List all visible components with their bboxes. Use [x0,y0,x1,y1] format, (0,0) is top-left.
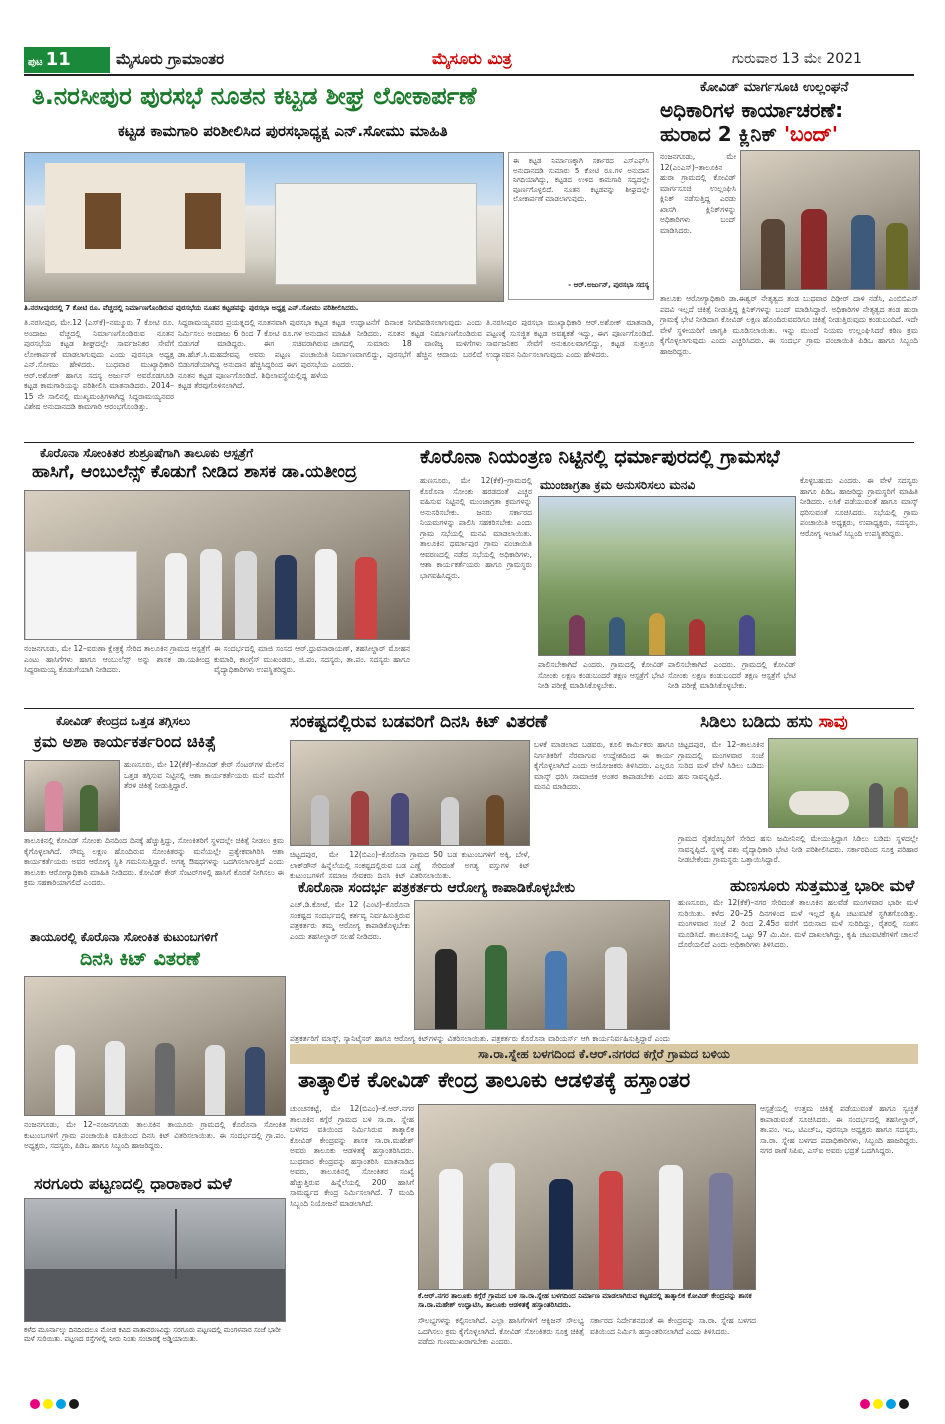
story5-headline: ಕ್ರಮ ಅಶಾ ಕಾರ್ಯಕರ್ತರಿಂದ ಚಿಕಿತ್ಸೆ [34,732,216,751]
story2-headline-line1: ಅಧಿಕಾರಿಗಳ ಕಾರ್ಯಾಚರಣೆ: [660,98,844,122]
issue-date: ಗುರುವಾರ 13 ಮೇ 2021 [732,51,862,67]
registration-dot [886,1399,896,1409]
story9-headline: ದಿನಸಿ ಕಿಟ್ ವಿತರಣೆ [80,948,200,970]
story3-headline: ಹಾಸಿಗೆ, ಆಂಬುಲೆನ್ಸ್ ಕೊಡುಗೆ ನೀಡಿದ ಶಾಸಕ ಡಾ.ಯತೀಂದ್ರ [32,462,357,482]
story2-headline-text: ಹುರಾದ 2 ಕ್ಲಿನಿಕ್ [660,122,777,146]
story5-photo [24,760,120,832]
story1-caption: ತಿ.ನರಸೀಪುರದಲ್ಲಿ 7 ಕೋಟಿ ರೂ. ವೆಚ್ಚದಲ್ಲಿ ನಿರ್ಮಾಣಗೊಂಡಿರುವ ಪುರಸಭೆಯ ನೂತನ ಕಟ್ಟಡವನ್ನು ಪುರಸಭಾ ಅಧ್ಯಕ್ಷ ಎನ್.ಸೋಮು ಪರಿಶೀಲಿಸಿದರು. [24,304,359,312]
story1-body-col2: ಸಿದ್ದರಾಮಯ್ಯನವರ ಪ್ರಯತ್ನದಲ್ಲಿ ನೂತನವಾಗಿ ಪುರಸಭಾ ಕಟ್ಟಡ ನಿರ್ಮಿಸಲು ಅಂದಾಜು 6 ರಿಂದ 7 ಕೋಟಿ ರೂ.ಗಳ ಅನುದಾನ ಬಿಡುಗಡೆ ಮಾಡಿದ್ದರು. ಈಗ ಸಚಿವರಾಗಿರುವ ಡಾ.ಹೆಚ್.ಸಿ.ಮಹದೇವಪ್ಪ ಅವರು ಪಟ್ಟಣ ಪಂಚಾಯಿತಿ ಬಿಡುಗಡೆಯಾಗಿದ್ದ ಅನುದಾನ ಹೆಚ್ಚಿಸಿದ್ದರಿಂದ ಈಗ ಪುರಸಭೆಯ ನೂತನ ಕಟ್ಟಡ ಪೂರ್ಣಗೊಂಡಿದೆ. ಶಿಥಿಲಾವಸ್ಥೆಯಲ್ಲಿದ್ದ ಹಳೆಯ ಕಟ್ಟಡ ತೆರವುಗೊಳಿಸಲಾಗಿದೆ. [178,318,328,390]
story9-kicker: ತಾಯೂರಲ್ಲಿ ಕೊರೊನಾ ಸೋಂಕಿತ ಕುಟುಂಬಗಳಿಗೆ [30,930,218,944]
story11-photo [418,1104,756,1290]
rule-1 [24,442,914,443]
story4-body-col4: ಪಾಲಿಸಬೇಕಾಗಿದೆ ಎಂದರು. ಗ್ರಾಮದಲ್ಲಿ ಕೋವಿಡ್ ಸೋಂಕು ಲಕ್ಷಣ ಕಂಡುಬಂದರೆ ತಕ್ಷಣ ಆಸ್ಪತ್ರೆಗೆ ಭೇಟಿ ನೀಡಿ ಪರೀಕ್ಷೆ ಮಾಡಿಸಿಕೊಳ್ಳಬೇಕು. [668,660,796,690]
story3-kicker: ಕೊರೊನಾ ಸೋಂಕಿತರ ಶುಶ್ರೂಷೆಗಾಗಿ ತಾಲೂಕು ಆಸ್ಪತ್ರೆಗೆ [40,446,254,460]
story8-photo [414,900,670,1030]
story6-photo [290,740,530,846]
story12-photo [24,1198,286,1322]
story1-body-col4: ತಿ.ನರಸೀಪುರ ಪುರಸಭಾ ಮುಖ್ಯಾಧಿಕಾರಿ ಆರ್.ಅಶೋಕ್ ಮಾತನಾಡಿ, ಪಟ್ಟಣಕ್ಕೆ ಸುಸಜ್ಜಿತ ಕಟ್ಟಡ ಅವಶ್ಯಕತೆ ಇದ್ದು, ಈಗ ಪೂರ್ಣಗೊಂಡಿದೆ. ಸಾರ್ವಜನಿಕರ ಸೇವೆಗೆ ಅನುಕೂಲವಾಗಲಿದ್ದು, ಕಟ್ಟಡ ಸುತ್ತಲೂ ಉದ್ಯಾನವನ ನಿರ್ಮಿಸಲಾಗುವುದು ಎಂದು ಹೇಳಿದರು. [486,318,654,359]
registration-dot [873,1399,883,1409]
story12-headline: ಸರಗೂರು ಪಟ್ಟಣದಲ್ಲಿ ಧಾರಾಕಾರ ಮಳೆ [34,1174,232,1193]
story2-photo [740,150,920,290]
story8-body-col1: ಎಚ್.ಡಿ.ಕೋಟೆ, ಮೇ 12 (ಎಂಟಿ)–ಕೊರೊನಾ ಸಂಕಷ್ಟದ ಸಂದರ್ಭದಲ್ಲಿ ಕರ್ತವ್ಯ ನಿರ್ವಹಿಸುತ್ತಿರುವ ಪತ್ರಕರ್ತರು ತಮ್ಮ ಆರೋಗ್ಯ ಕಾಪಾಡಿಕೊಳ್ಳಬೇಕು ಎಂದು ತಹಸೀಲ್ದಾರ್ ಸಲಹೆ ನೀಡಿದರು. [290,900,410,941]
story6-body-col3: ಬಳಕೆ ಮಾಡಲಾದ ಬಡವರು, ಕೂಲಿ ಕಾರ್ಮಿಕರು ಹಾಗೂ ನಿರ್ಗತಿಕರಿಗೆ ನೆರವಾಗುವ ಉದ್ದೇಶದಿಂದ ಈ ಕಾರ್ಯ ಕೈಗೊಳ್ಳಲಾಗಿದೆ ಎಂದು ಆಯೋಜಕರು ತಿಳಿಸಿದರು. ಎಲ್ಲರೂ ಮಾಸ್ಕ್ ಧರಿಸಿ ಸಾಮಾಜಿಕ ಅಂತರ ಕಾಪಾಡಬೇಕು ಎಂದು ಮನವಿ ಮಾಡಿದರು. [534,740,674,791]
story7-body-col2: ಗ್ರಾಮದ ರೈತರೊಬ್ಬರಿಗೆ ಸೇರಿದ ಹಸು ಜಮೀನಿನಲ್ಲಿ ಮೇಯುತ್ತಿದ್ದಾಗ ಸಿಡಿಲು ಬಡಿದು ಸ್ಥಳದಲ್ಲೇ ಸಾವನ್ನಪ್ಪಿದೆ. ಸ್ಥಳಕ್ಕೆ ಪಶು ವೈದ್ಯಾಧಿಕಾರಿ ಭೇಟಿ ನೀಡಿ ಪರಿಶೀಲಿಸಿದರು. ಸರ್ಕಾರದಿಂದ ಸೂಕ್ತ ಪರಿಹಾರ ನೀಡಬೇಕೆಂದು ಗ್ರಾಮಸ್ಥರು ಒತ್ತಾಯಿಸಿದ್ದಾರೆ. [678,834,918,864]
story1-body-col1: ತಿ.ನರಸೀಪುರ, ಮೇ.12 (ಎಸ್‌ಕೆ)–ನಮ್ಮೂರು 7 ಕೋಟಿ ರೂ. ಅಂದಾಜು ವೆಚ್ಚದಲ್ಲಿ ನಿರ್ಮಾಣಗೊಂಡಿರುವ ನೂತನ ಪುರಸಭೆಯ ಕಟ್ಟಡ ಶೀಘ್ರದಲ್ಲೇ ಸಾರ್ವಜನಿಕರ ಸೇವೆಗೆ ಲೋಕಾರ್ಪಣೆ ಮಾಡಲಾಗುವುದು ಎಂದು ಪುರಸಭಾ ಅಧ್ಯಕ್ಷ ಎನ್.ಸೋಮು ಹೇಳಿದರು. ಬುಧವಾರ ಮುಖ್ಯಾಧಿಕಾರಿ ಆರ್.ಅಶೋಕ್ ಹಾಗೂ ಸದಸ್ಯ ಅರ್ಜುನ್ ಅವರೊಡಗೂಡಿ ಕಟ್ಟಡ ಕಾಮಗಾರಿಯನ್ನು ಪರಿಶೀಲಿಸಿ ಮಾತನಾಡಿದರು. 2014–15 ನೇ ಸಾಲಿನಲ್ಲಿ ಮುಖ್ಯಮಂತ್ರಿಗಳಾಗಿದ್ದ ಸಿದ್ದರಾಮಯ್ಯನವರ ವಿಶೇಷ ಅನುದಾನದಡಿ ಕಾಮಗಾರಿ ಆರಂಭಗೊಂಡಿತ್ತು. [24,318,174,411]
story9-body: ನಂಜನಗೂಡು, ಮೇ 12–ನಂಜನಗೂಡು ತಾಲೂಕಿನ ತಾಯೂರು ಗ್ರಾಮದಲ್ಲಿ ಕೊರೊನಾ ಸೋಂಕಿತ ಕುಟುಂಬಗಳಿಗೆ ಗ್ರಾಮ ಪಂಚಾಯಿತಿ ವತಿಯಿಂದ ದಿನಸಿ ಕಿಟ್ ವಿತರಿಸಲಾಯಿತು. ಈ ಸಂದರ್ಭದಲ್ಲಿ ಗ್ರಾ.ಪಂ. ಅಧ್ಯಕ್ಷರು, ಸದಸ್ಯರು, ಪಿಡಿಒ ಹಾಗೂ ಸಿಬ್ಬಂದಿ ಹಾಜರಿದ್ದರು. [24,1120,286,1150]
story1-body-col3: ಕಟ್ಟಡ ಉದ್ಘಾಟನೆಗೆ ದಿನಾಂಕ ನಿಗದಿಪಡಿಸಲಾಗುವುದು ಎಂದು ಮಾಹಿತಿ ನೀಡಿದರು. ನೂತನ ಕಟ್ಟಡ ನಿರ್ಮಾಣಗೊಂಡಿರುವ ಜಾಗದಲ್ಲಿ ಸುಮಾರು 18 ವಾಣಿಜ್ಯ ಮಳಿಗೆಗಳು ನಿರ್ಮಾಣವಾಗಲಿದ್ದು, ಪುರಸಭೆಗೆ ಹೆಚ್ಚಿನ ಆದಾಯ ಬರಲಿದೆ ಎಂದರು. [332,318,482,369]
rule-2 [24,708,914,709]
registration-dot [899,1399,909,1409]
story8-body-col2: ಪತ್ರಕರ್ತರಿಗೆ ಮಾಸ್ಕ್, ಸ್ಯಾನಿಟೈಸರ್ ಹಾಗೂ ಆರೋಗ್ಯ ಕಿಟ್‌ಗಳನ್ನು ವಿತರಿಸಲಾಯಿತು. ಪತ್ರಕರ್ತರು ಕೊರೊನಾ ವಾರಿಯರ್ಸ್ ಆಗಿ ಕಾರ್ಯನಿರ್ವಹಿಸುತ್ತಿದ್ದಾರೆ ಎಂದು [290,1034,670,1043]
story2-headline-quote: 'ಬಂದ್' [783,122,838,146]
story1-quote: ಈ ಕಟ್ಟಡ ನಿರ್ಮಾಣಕ್ಕಾಗಿ ಸರ್ಕಾರದ ಎಸ್‌ಎಫ್‌ಸಿ ಅನುದಾನದಡಿ ಸುಮಾರು 5 ಕೋಟಿ ರೂ.ಗಳ ಅನುದಾನ ನಿಗದಿಯಾಗಿದ್ದು, ಕಟ್ಟಡದ ಉಳಿದ ಕಾಮಗಾರಿ ಸದ್ಯದಲ್ಲೇ ಪೂರ್ಣಗೊಳ್ಳಲಿದೆ. ನೂತನ ಕಟ್ಟಡವನ್ನು ಶೀಘ್ರದಲ್ಲೇ ಲೋಕಾರ್ಪಣೆ ಮಾಡಲಾಗುವುದು. [513,157,649,204]
story11-body-col4: ಆಸ್ಪತ್ರೆಯಲ್ಲಿ ಉತ್ತಮ ಚಿಕಿತ್ಸೆ ಪಡೆಯುವಂತೆ ಹಾಗೂ ಸ್ವಚ್ಛತೆ ಕಾಪಾಡುವಂತೆ ಸೂಚಿಸಿದರು. ಈ ಸಂದರ್ಭದಲ್ಲಿ ತಹಸೀಲ್ದಾರ್, ತಾ.ಪಂ. ಇಒ, ಟಿಎಚ್‌ಒ, ಪುರಸಭಾ ಅಧ್ಯಕ್ಷರು ಹಾಗೂ ಸದಸ್ಯರು, ಸಾ.ರಾ. ಸ್ನೇಹ ಬಳಗದ ಪದಾಧಿಕಾರಿಗಳು, ಸಿಬ್ಬಂದಿ ಹಾಜರಿದ್ದರು. ನಗರ ಠಾಣೆ ಸಿಪಿಐ, ಎಸ್‌ಐ ಅವರು ಭದ್ರತೆ ಒದಗಿಸಿದ್ದರು. [760,1104,918,1155]
story4-body-col3: ಪಾಲಿಸಬೇಕಾಗಿದೆ ಎಂದರು. ಗ್ರಾಮದಲ್ಲಿ ಕೋವಿಡ್ ಸೋಂಕು ಲಕ್ಷಣ ಕಂಡುಬಂದರೆ ತಕ್ಷಣ ಆಸ್ಪತ್ರೆಗೆ ಭೇಟಿ ನೀಡಿ ಪರೀಕ್ಷೆ ಮಾಡಿಸಿಕೊಳ್ಳಬೇಕು. [538,660,664,690]
story7-headline-red: ಸಾವು [818,712,848,732]
page-number: 11 [45,49,71,70]
story1-headline: ತಿ.ನರಸೀಪುರ ಪುರಸಭೆ ನೂತನ ಕಟ್ಟಡ ಶೀಘ್ರ ಲೋಕಾರ್ಪಣೆ [32,82,477,110]
registration-dot [43,1399,53,1409]
story2-body-col2: ತಾಲೂಕು ಆರೋಗ್ಯಾಧಿಕಾರಿ ಡಾ.ಈಶ್ವರ್ ನೇತೃತ್ವದ ತಂಡ ಬುಧವಾರ ದಿಢೀರ್ ದಾಳಿ ನಡೆಸಿ, ಎಂಬಿಬಿಎಸ್ ಪದವಿ ಇಲ್ಲದೆ ಚಿಕಿತ್ಸೆ ನೀಡುತ್ತಿದ್ದ ಕ್ಲಿನಿಕ್‌ಗಳನ್ನು ಬಂದ್ ಮಾಡಿಸಿದ್ದಾರೆ. ಅಧಿಕಾರಿಗಳ ನೇತೃತ್ವದ ತಂಡ ಹುರಾ ಗ್ರಾಮಕ್ಕೆ ಭೇಟಿ ನೀಡಿದಾಗ ಕೋವಿಡ್ ಲಕ್ಷಣ ಹೊಂದಿರುವವರಿಗೂ ಚಿಕಿತ್ಸೆ ನೀಡುತ್ತಿರುವುದು ಕಂಡುಬಂದಿದೆ. ಇದೇ ವೇಳೆ ಸ್ಥಳೀಯರಿಗೆ ಜಾಗೃತಿ ಮೂಡಿಸಲಾಯಿತು. ಇನ್ನು ಮುಂದೆ ನಿಯಮ ಉಲ್ಲಂಘಿಸಿದರೆ ಕಠಿಣ ಕ್ರಮ ಕೈಗೊಳ್ಳಲಾಗುವುದು ಎಂದು ಎಚ್ಚರಿಸಿದರು. ಈ ಸಂದರ್ಭ ಗ್ರಾಮ ಪಂಚಾಯಿತಿ ಪಿಡಿಒ ಹಾಗೂ ಸಿಬ್ಬಂದಿ ಹಾಜರಿದ್ದರು. [660,294,918,356]
story5-body-col2: ತಾಲೂಕಿನಲ್ಲಿ ಕೋವಿಡ್ ಸೋಂಕು ದಿನದಿಂದ ದಿನಕ್ಕೆ ಹೆಚ್ಚುತ್ತಿದ್ದು, ಸೋಂಕಿತರಿಗೆ ಸ್ಥಳದಲ್ಲೇ ಚಿಕಿತ್ಸೆ ನೀಡಲು ಕ್ರಮ ಕೈಗೊಳ್ಳಲಾಗಿದೆ. ಸೌಮ್ಯ ಲಕ್ಷಣ ಹೊಂದಿರುವ ಸೋಂಕಿತರನ್ನು ಮನೆಯಲ್ಲೇ ಪ್ರತ್ಯೇಕವಾಗಿರಿಸಿ ಆಶಾ ಕಾರ್ಯಕರ್ತೆಯರು ಅವರ ಆರೋಗ್ಯ ಸ್ಥಿತಿ ಗಮನಿಸುತ್ತಿದ್ದಾರೆ. ಅಗತ್ಯ ಔಷಧಗಳನ್ನು ಒದಗಿಸಲಾಗುತ್ತಿದೆ ಎಂದು ತಾಲೂಕು ಆರೋಗ್ಯಾಧಿಕಾರಿ ಮಾಹಿತಿ ನೀಡಿದರು. ಕೋವಿಡ್ ಕೇರ್ ಸೆಂಟರ್‌ಗಳಲ್ಲಿ ಹಾಸಿಗೆ ಕೊರತೆ ನೀಗಿಸಲು ಈ ಕ್ರಮ ಸಹಕಾರಿಯಾಗಲಿದೆ ಎಂದರು. [24,836,284,887]
story3-photo [24,490,410,640]
story6-body-col1: ಚಿಟ್ಟದಪುರ, ಮೇ 12(ಬಿಎಂ)–ಕೊರೊನಾ ಲಾಕ್‌ಡೌನ್ ಹಿನ್ನೆಲೆಯಲ್ಲಿ ಸಂಕಷ್ಟದಲ್ಲಿರುವ ಬಡ ಕುಟುಂಬಗಳಿಗೆ ಸಮಾಜ ಸೇವಕರು ದಿನಸಿ ಕಿಟ್ [290,850,406,880]
story4-photo [538,496,796,656]
masthead: ಮೈಸೂರು ಮಿತ್ರ [432,49,512,68]
story9-photo [24,976,286,1116]
story4-headline: ಕೊರೊನಾ ನಿಯಂತ್ರಣ ನಿಟ್ಟಿನಲ್ಲಿ ಧರ್ಮಾಪುರದಲ್ಲಿ ಗ್ರಾಮಸಭೆ [420,446,780,468]
story1-quote-credit: - ಆರ್.ಅರ್ಜುನ್, ಪುರಸಭಾ ಸದಸ್ಯ [568,281,649,289]
story1-quote-box [508,152,654,300]
story8-headline: ಕೊರೊನಾ ಸಂದರ್ಭ ಪತ್ರಕರ್ತರು ಆರೋಗ್ಯ ಕಾಪಾಡಿಕೊಳ್ಳಬೇಕು [298,880,576,896]
registration-dot [69,1399,79,1409]
story7-headline [700,712,848,732]
story6-headline: ಸಂಕಷ್ಟದಲ್ಲಿರುವ ಬಡವರಿಗೆ ದಿನಸಿ ಕಿಟ್ ವಿತರಣೆ [290,712,548,732]
section-title: ಮೈಸೂರು ಗ್ರಾಮಾಂತರ [116,50,225,68]
story10-headline: ಹುಣಸೂರು ಸುತ್ತಮುತ್ತ ಭಾರೀ ಮಳೆ [730,876,915,895]
story7-photo [768,738,918,828]
story11-body-col2: ಸೌಲಭ್ಯಗಳನ್ನು ಕಲ್ಪಿಸಲಾಗಿದೆ. ಎಲ್ಲಾ ಹಾಸಿಗೆಗಳಿಗೆ ಆಕ್ಸಿಜನ್ ಸೌಲಭ್ಯ ಒದಗಿಸಲು ಕ್ರಮ ಕೈಗೊಳ್ಳಲಾಗಿದೆ. ಕೋವಿಡ್ ಸೋಂಕಿತರು ಸೂಕ್ತ ಚಿಕಿತ್ಸೆ ಪಡೆದು ಗುಣಮುಖರಾಗಬೇಕು ಎಂದರು. [418,1316,584,1346]
story11-band: ಸಾ.ರಾ.ಸ್ನೇಹ ಬಳಗದಿಂದ ಕೆ.ಆರ್.ನಗರದ ಕಗ್ಗೆರೆ ಗ್ರಾಮದ ಬಳಿಯ [290,1044,918,1064]
story11-headline: ತಾತ್ಕಾಲಿಕ ಕೋವಿಡ್ ಕೇಂದ್ರ ತಾಲೂಕು ಆಡಳಿತಕ್ಕೆ ಹಸ್ತಾಂತರ [298,1068,691,1092]
story3-body-col1: ನಂಜನಗೂಡು, ಮೇ 12–ವರುಣಾ ಕ್ಷೇತ್ರಕ್ಕೆ ಸೇರಿದ ತಾಲೂಕಿನ ಗ್ರಾಮದ ಆಸ್ಪತ್ರೆಗೆ ಎಂಟು ಹಾಸಿಗೆಗಳು ಹಾಗೂ ಆಂಬುಲೆನ್ಸ್ ಅನ್ನು ಶಾಸಕ ಡಾ.ಯತೀಂದ್ರ ಸಿದ್ದರಾಮಯ್ಯ ಕೊಡುಗೆಯಾಗಿ ನೀಡಿದರು. [24,644,210,674]
story2-kicker: ಕೋವಿಡ್ ಮಾರ್ಗಸೂಚಿ ಉಲ್ಲಂಘನೆ [700,80,849,95]
story2-body-col1: ನಂಜನಗೂಡು, ಮೇ 12(ಎಂಎಸ್)–ತಾಲೂಕಿನ ಹುರಾ ಗ್ರಾಮದಲ್ಲಿ ಕೋವಿಡ್ ಮಾರ್ಗಸೂಚಿ ಉಲ್ಲಂಘಿಸಿ ಕ್ಲಿನಿಕ್ ನಡೆಸುತ್ತಿದ್ದ ಎರಡು ಖಾಸಗಿ ಕ್ಲಿನಿಕ್‌ಗಳನ್ನು ಅಧಿಕಾರಿಗಳು ಬಂದ್ ಮಾಡಿಸಿದರು. [660,152,736,235]
registration-marks-right [860,1394,912,1413]
story4-body-col1: ಹುಣಸೂರು, ಮೇ 12(ಕೆಕೆ)–ಗ್ರಾಮದಲ್ಲಿ ಕೊರೊನಾ ಸೋಂಕು ಹರಡದಂತೆ ಎಚ್ಚರ ವಹಿಸುವ ನಿಟ್ಟಿನಲ್ಲಿ ಮುಂಜಾಗ್ರತಾ ಕ್ರಮಗಳನ್ನು ಅನುಸರಿಸಬೇಕು. ಜನರು ಸರ್ಕಾರದ ನಿಯಮಗಳನ್ನು ಪಾಲಿಸಿ ಸಹಕರಿಸಬೇಕು ಎಂದು ಗ್ರಾಮ ಸಭೆಯಲ್ಲಿ ಮನವಿ ಮಾಡಲಾಯಿತು. ತಾಲೂಕಿನ ಧರ್ಮಾಪುರ ಗ್ರಾಮ ಪಂಚಾಯಿತಿ ಆವರಣದಲ್ಲಿ ನಡೆದ ಸಭೆಯಲ್ಲಿ ಅಧಿಕಾರಿಗಳು, ಆಶಾ ಕಾರ್ಯಕರ್ತೆಯರು ಹಾಗೂ ಗ್ರಾಮಸ್ಥರು ಭಾಗವಹಿಸಿದ್ದರು. [420,476,532,580]
story6-body-col2: ಗ್ರಾಮದ 50 ಬಡ ಕುಟುಂಬಗಳಿಗೆ ಅಕ್ಕಿ, ಬೇಳೆ, ಎಣ್ಣೆ ಸೇರಿದಂತೆ ಅಗತ್ಯ ವಸ್ತುಗಳ ಕಿಟ್ ವಿತರಿಸಲಾಯಿತು. [410,850,530,880]
story5-body-col1: ಹುಣಸೂರು, ಮೇ 12(ಕೆಕೆ)–ಕೋವಿಡ್ ಕೇರ್ ಸೆಂಟರ್‌ಗಳ ಮೇಲಿನ ಒತ್ತಡ ತಗ್ಗಿಸುವ ನಿಟ್ಟಿನಲ್ಲಿ ಆಶಾ ಕಾರ್ಯಕರ್ತೆಯರು ಮನೆ ಮನೆಗೆ ತೆರಳಿ ಚಿಕಿತ್ಸೆ ನೀಡುತ್ತಿದ್ದಾರೆ. [124,760,284,790]
registration-dot [860,1399,870,1409]
story7-headline-text: ಸಿಡಿಲು ಬಡಿದು ಹಸು [700,712,813,732]
registration-marks-left [30,1394,82,1413]
story3-body-col2: ಈ ಸಂದರ್ಭದಲ್ಲಿ ಮಾಜಿ ಸಂಸದ ಆರ್.ಧ್ರುವನಾರಾಯಣ್, ತಹಸೀಲ್ದಾರ್ ಮೋಹನ ಕುಮಾರಿ, ಕಾಂಗ್ರೆಸ್ ಮುಖಂಡರು, ಜಿ.ಪಂ. ಸದಸ್ಯರು, ತಾ.ಪಂ. ಸದಸ್ಯರು ಹಾಗೂ ವೈದ್ಯಾಧಿಕಾರಿಗಳು ಉಪಸ್ಥಿತರಿದ್ದರು. [214,644,410,674]
story1-subhead: ಕಟ್ಟಡ ಕಾಮಗಾರಿ ಪರಿಶೀಲಿಸಿದ ಪುರಸಭಾಧ್ಯಕ್ಷ ಎನ್.ಸೋಮು ಮಾಹಿತಿ [118,122,448,140]
registration-dot [30,1399,40,1409]
story5-kicker: ಕೋವಿಡ್ ಕೇಂದ್ರದ ಒತ್ತಡ ತಗ್ಗಿಸಲು [56,714,191,728]
story11-caption: ಕೆ.ಆರ್.ನಗರ ತಾಲೂಕು ಕಗ್ಗೆರೆ ಗ್ರಾಮದ ಬಳಿ ಸಾ.ರಾ.ಸ್ನೇಹ ಬಳಗದಿಂದ ನಿರ್ಮಾಣ ಮಾಡಲಾಗಿರುವ ಕಟ್ಟಡದಲ್ಲಿ ತಾತ್ಕಾಲಿಕ ಕೋವಿಡ್ ಕೇಂದ್ರವನ್ನು ಶಾಸಕ ಸಾ.ರಾ.ಮಹೇಶ್ ಉದ್ಘಾಟಿಸಿ, ತಾಲೂಕು ಆಡಳಿತಕ್ಕೆ ಹಸ್ತಾಂತರಿಸಿದರು. [418,1292,752,1309]
story11-body-col3: ಸರ್ಕಾರದ ನಿರ್ದೇಶನದಂತೆ ಈ ಕೇಂದ್ರವನ್ನು ಸಾ.ರಾ. ಸ್ನೇಹ ಬಳಗದ ವತಿಯಿಂದ ನಿರ್ಮಿಸಿ ಹಸ್ತಾಂತರಿಸಲಾಗಿದೆ ಎಂದು ತಿಳಿಸಿದರು. [590,1316,756,1336]
story4-body-col2: ಕೊಳ್ಳಬಹುದು ಎಂದರು. ಈ ವೇಳೆ ಸದಸ್ಯರು ಹಾಗೂ ಪಿಡಿಒ ಹಾಜರಿದ್ದು ಗ್ರಾಮಸ್ಥರಿಗೆ ಮಾಹಿತಿ ನೀಡಿದರು. ಲಸಿಕೆ ಪಡೆಯುವಂತೆ ಹಾಗೂ ಮಾಸ್ಕ್ ಧರಿಸುವಂತೆ ಸೂಚಿಸಿದರು. ಸಭೆಯಲ್ಲಿ ಗ್ರಾಮ ಪಂಚಾಯಿತಿ ಅಧ್ಯಕ್ಷರು, ಉಪಾಧ್ಯಕ್ಷರು, ಸದಸ್ಯರು, ಆರೋಗ್ಯ ಇಲಾಖೆ ಸಿಬ್ಬಂದಿ ಉಪಸ್ಥಿತರಿದ್ದರು. [800,476,918,538]
page-number-badge [24,47,110,73]
story2-headline-line2 [660,122,838,146]
story4-subhead: ಮುಂಜಾಗ್ರತಾ ಕ್ರಮ ಅನುಸರಿಸಲು ಮನವಿ [540,478,696,492]
story7-body-col1: ಚಿಟ್ಟದಪುರ, ಮೇ 12–ತಾಲೂಕಿನ ಗ್ರಾಮದಲ್ಲಿ ಮಂಗಳವಾರ ಸಂಜೆ ಸುರಿದ ಮಳೆ ವೇಳೆ ಸಿಡಿಲು ಬಡಿದು ಹಸು ಸಾವನ್ನಪ್ಪಿದೆ. [678,740,764,781]
story11-body-col1: ಚುಂಚನಕಟ್ಟೆ, ಮೇ 12(ಬಿಎಂ)–ಕೆ.ಆರ್.ನಗರ ತಾಲೂಕಿನ ಕಗ್ಗೆರೆ ಗ್ರಾಮದ ಬಳಿ ಸಾ.ರಾ. ಸ್ನೇಹ ಬಳಗದ ವತಿಯಿಂದ ನಿರ್ಮಿಸಿರುವ ತಾತ್ಕಾಲಿಕ ಕೋವಿಡ್ ಕೇಂದ್ರವನ್ನು ಶಾಸಕ ಸಾ.ರಾ.ಮಹೇಶ್ ಅವರು ತಾಲೂಕು ಆಡಳಿತಕ್ಕೆ ಹಸ್ತಾಂತರಿಸಿದರು. ಬುಧವಾರ ಕೇಂದ್ರವನ್ನು ಹಸ್ತಾಂತರಿಸಿ ಮಾತನಾಡಿದ ಅವರು, ತಾಲೂಕಿನಲ್ಲಿ ಸೋಂಕಿತರ ಸಂಖ್ಯೆ ಹೆಚ್ಚುತ್ತಿರುವ ಹಿನ್ನೆಲೆಯಲ್ಲಿ 200 ಹಾಸಿಗೆ ಸಾಮರ್ಥ್ಯದ ಕೇಂದ್ರ ನಿರ್ಮಿಸಲಾಗಿದೆ. 7 ಮಂದಿ ಸಿಬ್ಬಂದಿ ನಿಯೋಜನೆ ಮಾಡಲಾಗಿದೆ. [290,1104,414,1208]
header-rule [24,74,914,76]
story1-photo [24,152,504,302]
page-label: ಪುಟ [28,57,43,68]
story12-caption: ಕಳೆದ ಮೂರ್ನಾಲ್ಕು ದಿನದಿಂದಲೂ ಮೋಡ ಕವಿದ ವಾತಾವರಣವಿದ್ದು ಸರಗೂರು ಪಟ್ಟಣದಲ್ಲಿ ಮಂಗಳವಾರ ಸಂಜೆ ಭಾರೀ ಮಳೆ ಸುರಿಯಿತು. ಪಟ್ಟಣದ ರಸ್ತೆಗಳಲ್ಲಿ ನೀರು ನಿಂತು ಸಂಚಾರಕ್ಕೆ ಅಡ್ಡಿಯಾಯಿತು. [24,1326,281,1343]
registration-dot [56,1399,66,1409]
story10-body: ಹುಣಸೂರು, ಮೇ 12(ಕೆಕೆ)–ನಗರ ಸೇರಿದಂತೆ ತಾಲೂಕಿನ ಹಲವೆಡೆ ಮಂಗಳವಾರ ಭಾರೀ ಮಳೆ ಸುರಿಯಿತು. ಕಳೆದ 20–25 ದಿನಗಳಿಂದ ಮಳೆ ಇಲ್ಲದೆ ಕೃಷಿ ಚಟುವಟಿಕೆ ಸ್ಥಗಿತಗೊಂಡಿತ್ತು. ಮಂಗಳವಾರ ಸಂಜೆ 2 ರಿಂದ 2.45ರ ವರೆಗೆ ಬಿರುಸಾದ ಮಳೆ ಸುರಿದಿದ್ದು, ರೈತರಲ್ಲಿ ಸಂತಸ ಮೂಡಿಸಿದೆ. ತಾಲೂಕಿನಲ್ಲಿ ಒಟ್ಟು 97 ಮಿ.ಮೀ. ಮಳೆ ದಾಖಲಾಗಿದ್ದು, ಕೃಷಿ ಚಟುವಟಿಕೆಗಳಿಗೆ ಚಾಲನೆ ದೊರೆಯಲಿದೆ ಎಂದು ಅಧಿಕಾರಿಗಳು ತಿಳಿಸಿದರು. [678,898,918,949]
